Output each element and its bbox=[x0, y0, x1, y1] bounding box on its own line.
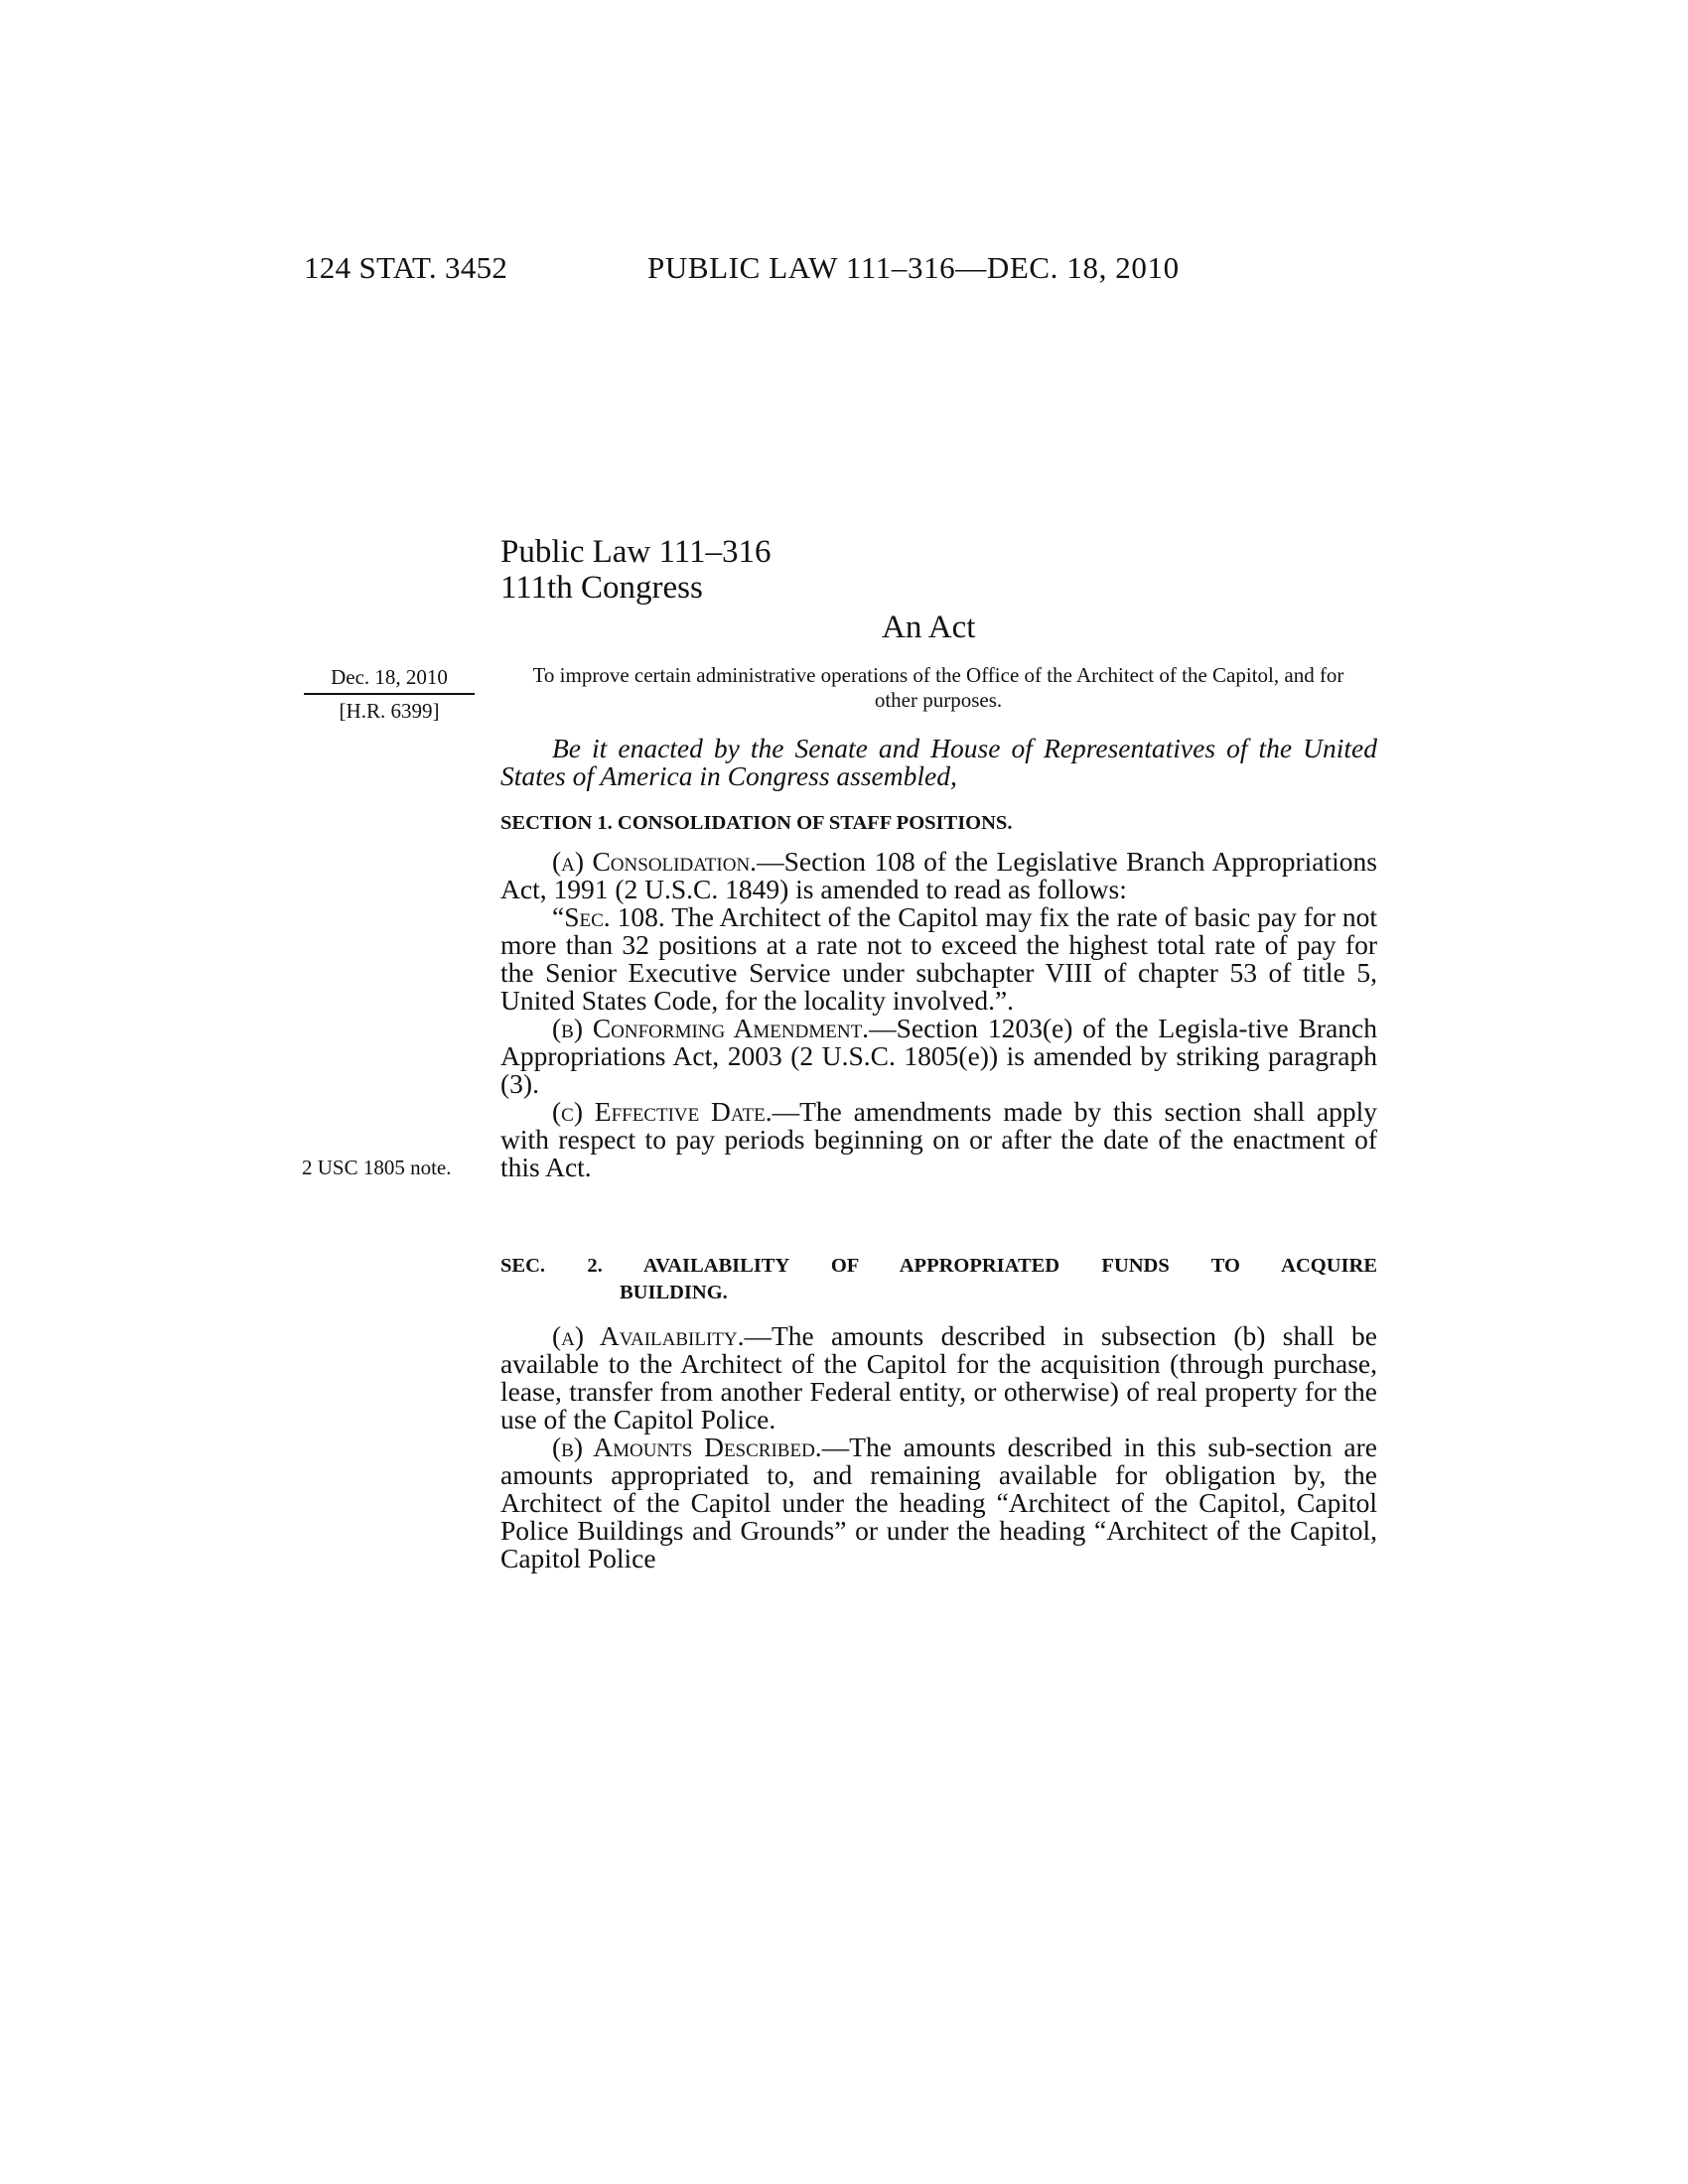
section-1-subsection-b bbox=[500, 1015, 1377, 1098]
subsection-b-text: —Section 1203(e) of the Legisla-tive Branch Appropriations Act, 2003 (2 U.S.C. 1805(e)) is amended by striking paragraph (3). bbox=[500, 1013, 1377, 1099]
margin-note-divider bbox=[304, 693, 475, 695]
enacting-clause: Be it enacted by the Senate and House of Representatives of the United States of America in Congress assembled, bbox=[500, 733, 1377, 791]
subsection-a-caption: (a) Availability. bbox=[552, 1320, 745, 1351]
margin-note-date: Dec. 18, 2010 bbox=[331, 665, 448, 689]
subsection-b-caption: (b) Conforming Amendment. bbox=[552, 1013, 870, 1043]
congress-number: 111th Congress bbox=[500, 570, 703, 606]
subsection-b-caption: (b) Amounts Described. bbox=[552, 1432, 822, 1462]
section-2-body bbox=[500, 1322, 1377, 1572]
section-2-subsection-b bbox=[500, 1433, 1377, 1572]
section-1-heading: SECTION 1. CONSOLIDATION OF STAFF POSITIONS. bbox=[500, 812, 1013, 834]
subsection-c-text: —The amendments made by this section shall apply with respect to pay periods beginning on or after the date of the enactment of this Act. bbox=[500, 1096, 1377, 1182]
quote-open-mark: “ bbox=[552, 901, 565, 932]
running-header-public-law: PUBLIC LAW 111–316—DEC. 18, 2010 bbox=[647, 250, 1180, 285]
section-1-subsection-a bbox=[500, 848, 1377, 903]
section-2-heading bbox=[500, 1253, 1377, 1306]
section-1-body bbox=[500, 848, 1377, 1181]
section-2-subsection-a bbox=[500, 1322, 1377, 1433]
subsection-a-caption: (a) Consolidation. bbox=[552, 846, 758, 877]
section-1-quoted-section bbox=[500, 903, 1377, 1015]
quoted-sec-label: Sec. bbox=[564, 901, 611, 932]
subsection-c-caption: (c) Effective Date. bbox=[552, 1096, 773, 1127]
public-law-number: Public Law 111–316 bbox=[500, 534, 772, 570]
margin-note-usc: 2 USC 1805 note. bbox=[302, 1156, 452, 1179]
section-2-heading-line-1: SEC. 2. AVAILABILITY OF APPROPRIATED FUNDS TO ACQUIRE bbox=[500, 1255, 1377, 1277]
subsection-a-text: —Section 108 of the Legislative Branch Appropriations Act, 1991 (2 U.S.C. 1849) is amended to read as follows: bbox=[500, 846, 1377, 904]
statute-page-reference: 124 STAT. 3452 bbox=[304, 250, 508, 285]
long-title: To improve certain administrative operations of the Office of the Architect of the Capitol, and for other purposes. bbox=[532, 663, 1344, 712]
act-title: An Act bbox=[882, 610, 976, 645]
quoted-sec-text: 108. The Architect of the Capitol may fix the rate of basic pay for not more than 32 positions at a rate not to exceed the highest total rate of pay for the Senior Executive Service under subchapter VIII of chapter 53 of title 5, United States Code, for the locality involved.”. bbox=[500, 901, 1377, 1016]
section-2-heading-line-2: BUILDING. bbox=[620, 1282, 728, 1303]
subsection-a-text: —The amounts described in subsection (b) shall be available to the Architect of the Capitol for the acquisition (through purchase, lease, transfer from another Federal entity, or otherwise) of real property for the use of the Capitol Police. bbox=[500, 1320, 1377, 1434]
section-1-subsection-c bbox=[500, 1098, 1377, 1181]
subsection-b-text: —The amounts described in this sub-section are amounts appropriated to, and remaining available for obligation by, the Architect of the Capitol under the heading “Architect of the Capitol, Capitol Police Buildings and Grounds” or under the heading “Architect of the Capitol, Capitol Police bbox=[500, 1432, 1377, 1573]
margin-note-bill-number: [H.R. 6399] bbox=[339, 699, 440, 723]
